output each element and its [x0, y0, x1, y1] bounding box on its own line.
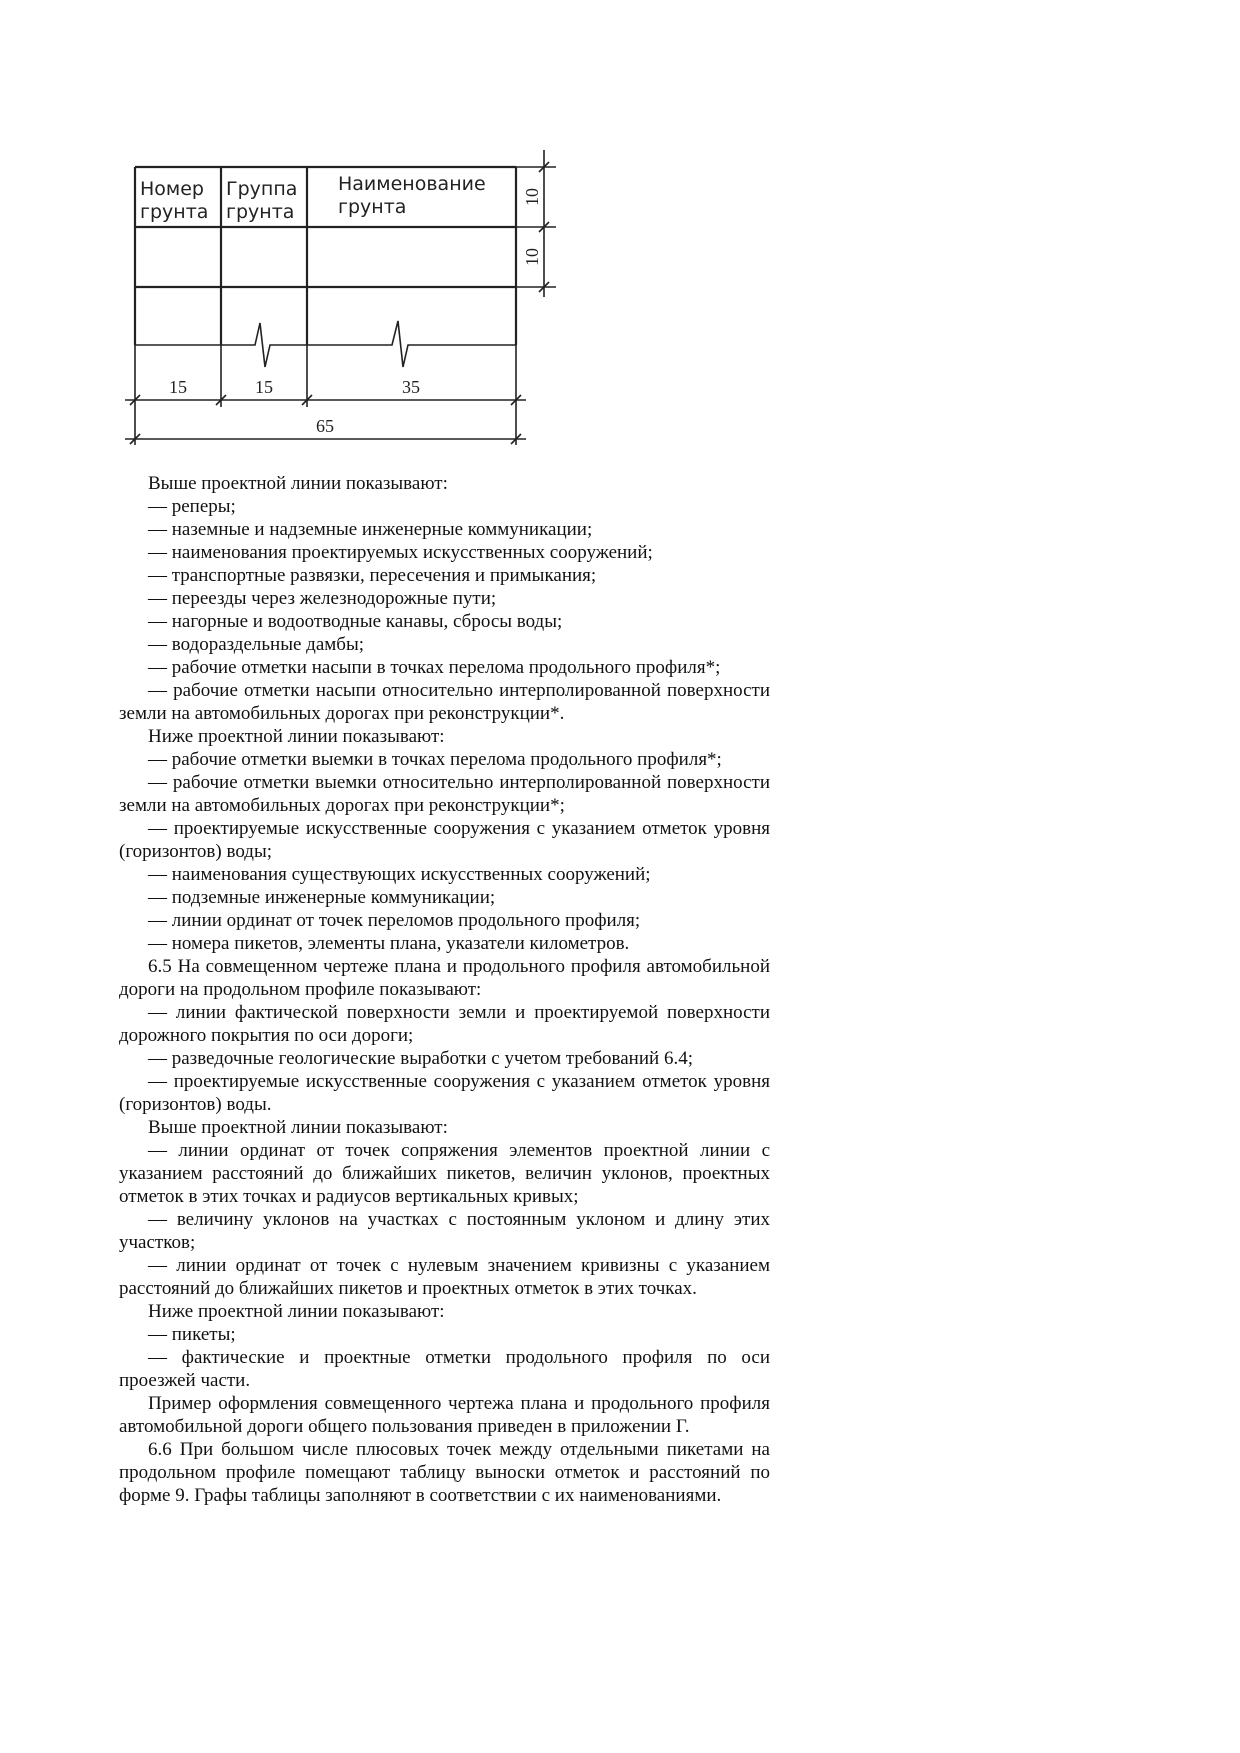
paragraph: Выше проектной линии показывают: — [148, 1117, 448, 1138]
header-col1-line1: Номер — [140, 178, 204, 200]
paragraph: Пример оформления совмещенного чертежа плана и продольного профиля автомобильной дороги общего пользования приведен в приложении Г. — [119, 1393, 770, 1437]
col-width-2: 15 — [255, 377, 273, 397]
header-col3-line1: Наименование — [338, 173, 486, 195]
paragraph: — рабочие отметки выемки в точках перелома продольного профиля*; — [148, 749, 722, 770]
paragraph: — фактические и проектные отметки продольного профиля по оси проезжей части. — [119, 1347, 770, 1391]
paragraph: — проектируемые искусственные сооружения с указанием отметок уровня (горизонтов) воды. — [119, 1071, 770, 1115]
paragraph: — наименования существующих искусственных сооружений; — [148, 864, 651, 885]
paragraph: — наземные и надземные инженерные коммуникации; — [148, 519, 593, 540]
paragraph: — рабочие отметки насыпи в точках перелома продольного профиля*; — [148, 657, 721, 678]
paragraph: Выше проектной линии показывают: — [148, 473, 448, 494]
soil-table-form-drawing — [110, 145, 580, 460]
paragraph: — рабочие отметки насыпи относительно интерполированной поверхности земли на автомобильных дорогах при реконструкции*. — [119, 680, 770, 724]
paragraph: — переезды через железнодорожные пути; — [148, 588, 497, 609]
paragraph: — реперы; — [148, 496, 236, 517]
paragraph: — транспортные развязки, пересечения и примыкания; — [148, 565, 597, 586]
paragraph: — пикеты; — [148, 1324, 236, 1345]
header-col2-line2: грунта — [226, 201, 295, 223]
paragraph: — линии ординат от точек переломов продольного профиля; — [148, 910, 641, 931]
paragraph: — линии ординат от точек сопряжения элементов проектной линии с указанием расстояний до ближайших пикетов, величин уклонов, проектных отметок в этих точках и радиусов вертикальных кривых; — [119, 1140, 770, 1207]
header-col1-line2: грунта — [140, 201, 209, 223]
paragraph: — проектируемые искусственные сооружения с указанием отметок уровня (горизонтов) воды; — [119, 818, 770, 862]
paragraph: — разведочные геологические выработки с учетом требований 6.4; — [148, 1048, 693, 1069]
paragraph: — номера пикетов, элементы плана, указатели километров. — [148, 933, 630, 954]
paragraph: — подземные инженерные коммуникации; — [148, 887, 496, 908]
paragraph: — водораздельные дамбы; — [148, 634, 365, 655]
total-width: 65 — [316, 416, 334, 436]
paragraph: 6.5 На совмещенном чертеже плана и продольного профиля автомобильной дороги на продольном профиле показывают: — [119, 956, 770, 1000]
row-height-1: 10 — [522, 188, 542, 206]
paragraph: — рабочие отметки выемки относительно интерполированной поверхности земли на автомобильных дорогах при реконструкции*; — [119, 772, 770, 816]
paragraph: — линии фактической поверхности земли и проектируемой поверхности дорожного покрытия по оси дороги; — [119, 1002, 770, 1046]
header-col3-line2: грунта — [338, 196, 407, 218]
paragraph: — величину уклонов на участках с постоянным уклоном и длину этих участков; — [119, 1209, 770, 1253]
header-col2-line1: Группа — [226, 178, 298, 200]
col-width-1: 15 — [169, 377, 187, 397]
paragraph: Ниже проектной линии показывают: — [148, 726, 445, 747]
paragraph: — линии ординат от точек с нулевым значением кривизны с указанием расстояний до ближайших пикетов и проектных отметок в этих точках. — [119, 1255, 770, 1299]
paragraph: — наименования проектируемых искусственных сооружений; — [148, 542, 653, 563]
paragraph: Ниже проектной линии показывают: — [148, 1301, 445, 1322]
paragraph: 6.6 При большом числе плюсовых точек между отдельными пикетами на продольном профиле помещают таблицу выноски отметок и расстояний по форме 9. Графы таблицы заполняют в соответствии с их наименованиями. — [119, 1439, 770, 1506]
col-width-3: 35 — [402, 377, 420, 397]
row-height-2: 10 — [522, 248, 542, 266]
paragraph: — нагорные и водоотводные канавы, сбросы воды; — [148, 611, 563, 632]
body-text — [119, 472, 770, 1507]
